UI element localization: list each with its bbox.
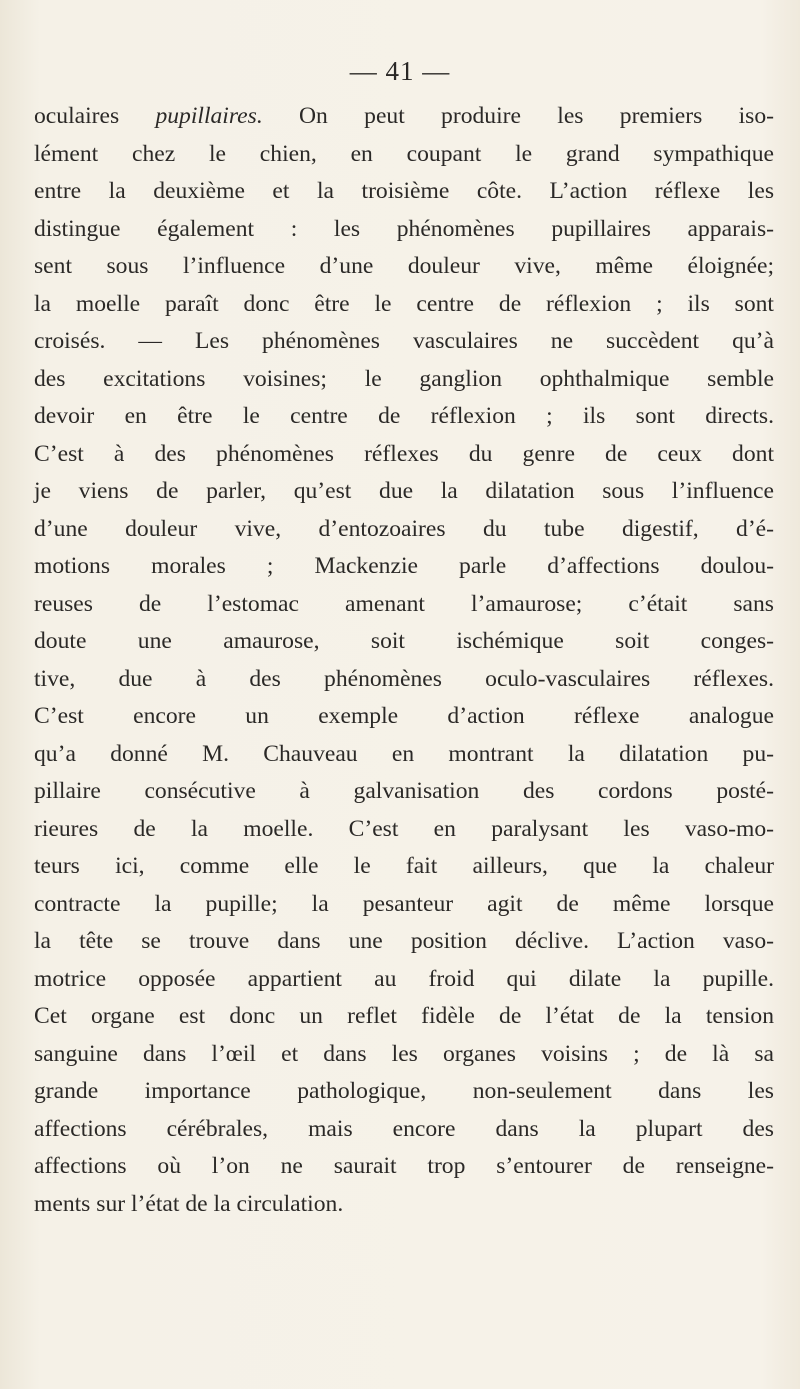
- text-line: contracte la pupille; la pesanteur agit de même lorsque: [34, 890, 774, 917]
- text-line: doute une amaurose, soit ischémique soit conges-: [34, 628, 774, 654]
- text-line: la tête se trouve dans une position déclive. L’action vaso-: [34, 928, 774, 954]
- text-line: croisés. — Les phénomènes vasculaires ne succèdent qu’à: [34, 328, 774, 354]
- text-span: On peut produire les premiers iso-: [262, 103, 774, 129]
- text-line: rieures de la moelle. C’est en paralysant les vaso-mo-: [34, 815, 774, 842]
- text-span: oculaires: [34, 103, 156, 129]
- text-line: je viens de parler, qu’est due la dilatation sous l’influence: [34, 478, 774, 504]
- text-line: affections cérébrales, mais encore dans la plupart des: [34, 1115, 774, 1142]
- text-line: entre la deuxième et la troisième côte. L’action réflexe les: [34, 178, 774, 204]
- text-line: lément chez le chien, en coupant le grand sympathique: [34, 140, 774, 167]
- text-line: Cet organe est donc un reflet fidèle de l’état de la tension: [34, 1003, 774, 1029]
- text-line: tive, due à des phénomènes oculo-vasculaires réflexes.: [34, 665, 774, 692]
- text-line: devoir en être le centre de réflexion ; ils sont directs.: [34, 403, 774, 429]
- text-line: des excitations voisines; le ganglion ophthalmique semble: [34, 365, 774, 392]
- text-line: grande importance pathologique, non-seulement dans les: [34, 1078, 774, 1104]
- text-line: ments sur l’état de la circulation.: [34, 1190, 344, 1217]
- text-line: C’est à des phénomènes réflexes du genre de ceux dont: [34, 440, 774, 467]
- text-line: affections où l’on ne saurait trop s’entourer de renseigne-: [34, 1153, 774, 1179]
- text-line: pillaire consécutive à galvanisation des cordons posté-: [34, 778, 774, 804]
- text-line: C’est encore un exemple d’action réflexe analogue: [34, 703, 774, 729]
- text-line: distingue également : les phénomènes pupillaires apparais-: [34, 215, 774, 242]
- text-line: la moelle paraît donc être le centre de réflexion ; ils sont: [34, 290, 774, 317]
- text-line: [34, 98, 774, 136]
- text-line: motrice opposée appartient au froid qui dilate la pupille.: [34, 965, 774, 992]
- body-text: [34, 98, 774, 1223]
- text-line: sent sous l’influence d’une douleur vive, même éloignée;: [34, 253, 774, 279]
- text-line: qu’a donné M. Chauveau en montrant la dilatation pu-: [34, 740, 774, 767]
- text-line: motions morales ; Mackenzie parle d’affections doulou-: [34, 553, 774, 579]
- text-line: d’une douleur vive, d’entozoaires du tube digestif, d’é-: [34, 515, 774, 542]
- text-line: teurs ici, comme elle le fait ailleurs, que la chaleur: [34, 853, 774, 879]
- italic-term: pupillaires.: [155, 103, 263, 129]
- text-line: reuses de l’estomac amenant l’amaurose; c’était sans: [34, 590, 774, 617]
- text-line: sanguine dans l’œil et dans les organes voisins ; de là sa: [34, 1040, 774, 1067]
- page-number: — 41 —: [349, 56, 451, 86]
